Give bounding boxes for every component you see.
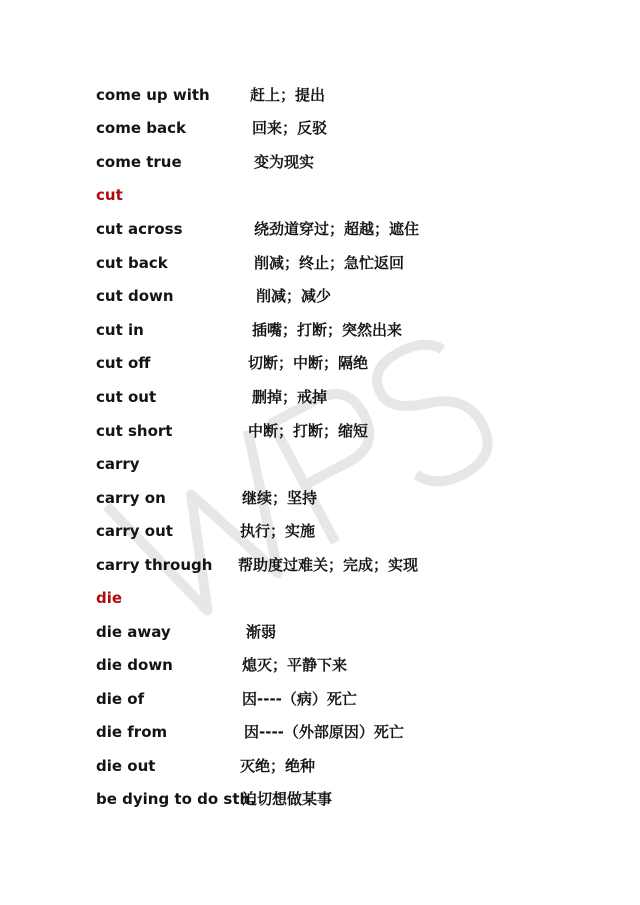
phrase: die of	[96, 690, 145, 708]
phrase: cut short	[96, 422, 173, 440]
entry-row	[96, 150, 576, 174]
phrase: die out	[96, 757, 156, 775]
meaning: 熄灭；平静下来	[242, 656, 348, 674]
entry-row	[96, 687, 576, 711]
meaning: 削减；终止；急忙返回	[254, 254, 405, 272]
entry-row	[96, 787, 576, 811]
entry-row	[96, 653, 576, 677]
meaning: 赶上；提出	[250, 86, 326, 104]
meaning: 绕劲道穿过；超越；遮住	[254, 220, 420, 238]
entry-row	[96, 720, 576, 744]
phrase: come up with	[96, 86, 210, 104]
meaning: 变为现实	[254, 153, 315, 171]
phrase: come true	[96, 153, 182, 171]
entry-row	[96, 486, 576, 510]
phrase: die away	[96, 623, 171, 641]
entry-row	[96, 385, 576, 409]
meaning: 插嘴；打断；突然出来	[252, 321, 403, 339]
entry-row	[96, 251, 576, 275]
meaning: 削减；减少	[256, 287, 332, 305]
phrase: cut in	[96, 321, 144, 339]
phrase: die down	[96, 656, 173, 674]
phrase: come back	[96, 119, 186, 137]
meaning: 切断；中断；隔绝	[248, 354, 369, 372]
phrase: carry on	[96, 489, 166, 507]
meaning: 迫切想做某事	[242, 790, 333, 808]
meaning: 灭绝；绝种	[240, 757, 316, 775]
phrase: die from	[96, 723, 168, 741]
phrase: carry through	[96, 556, 213, 574]
section-heading-cut: cut	[96, 186, 123, 204]
section-heading-carry: carry	[96, 455, 140, 473]
entry-row	[96, 553, 576, 577]
entry-row	[96, 217, 576, 241]
meaning: 渐弱	[246, 623, 277, 641]
phrase: be dying to do sth.	[96, 790, 256, 808]
phrase: carry out	[96, 522, 173, 540]
meaning: 因----（外部原因）死亡	[244, 723, 404, 741]
entry-row	[96, 519, 576, 543]
meaning: 删掉；戒掉	[252, 388, 328, 406]
meaning: 继续；坚持	[242, 489, 318, 507]
entry-row	[96, 754, 576, 778]
meaning: 帮助度过难关；完成；实现	[238, 556, 419, 574]
meaning: 回来；反驳	[252, 119, 328, 137]
phrase: cut across	[96, 220, 183, 238]
phrase: cut back	[96, 254, 168, 272]
entry-row	[96, 116, 576, 140]
entry-row	[96, 83, 576, 107]
entry-row	[96, 318, 576, 342]
meaning: 中断；打断；缩短	[248, 422, 369, 440]
phrase: cut down	[96, 287, 174, 305]
entry-row	[96, 351, 576, 375]
phrase: cut out	[96, 388, 157, 406]
phrase: cut off	[96, 354, 151, 372]
entry-row	[96, 419, 576, 443]
entry-row	[96, 620, 576, 644]
entry-row	[96, 284, 576, 308]
wps-watermark	[80, 300, 520, 630]
meaning: 执行；实施	[240, 522, 316, 540]
meaning: 因----（病）死亡	[242, 690, 357, 708]
section-heading-die: die	[96, 589, 123, 607]
